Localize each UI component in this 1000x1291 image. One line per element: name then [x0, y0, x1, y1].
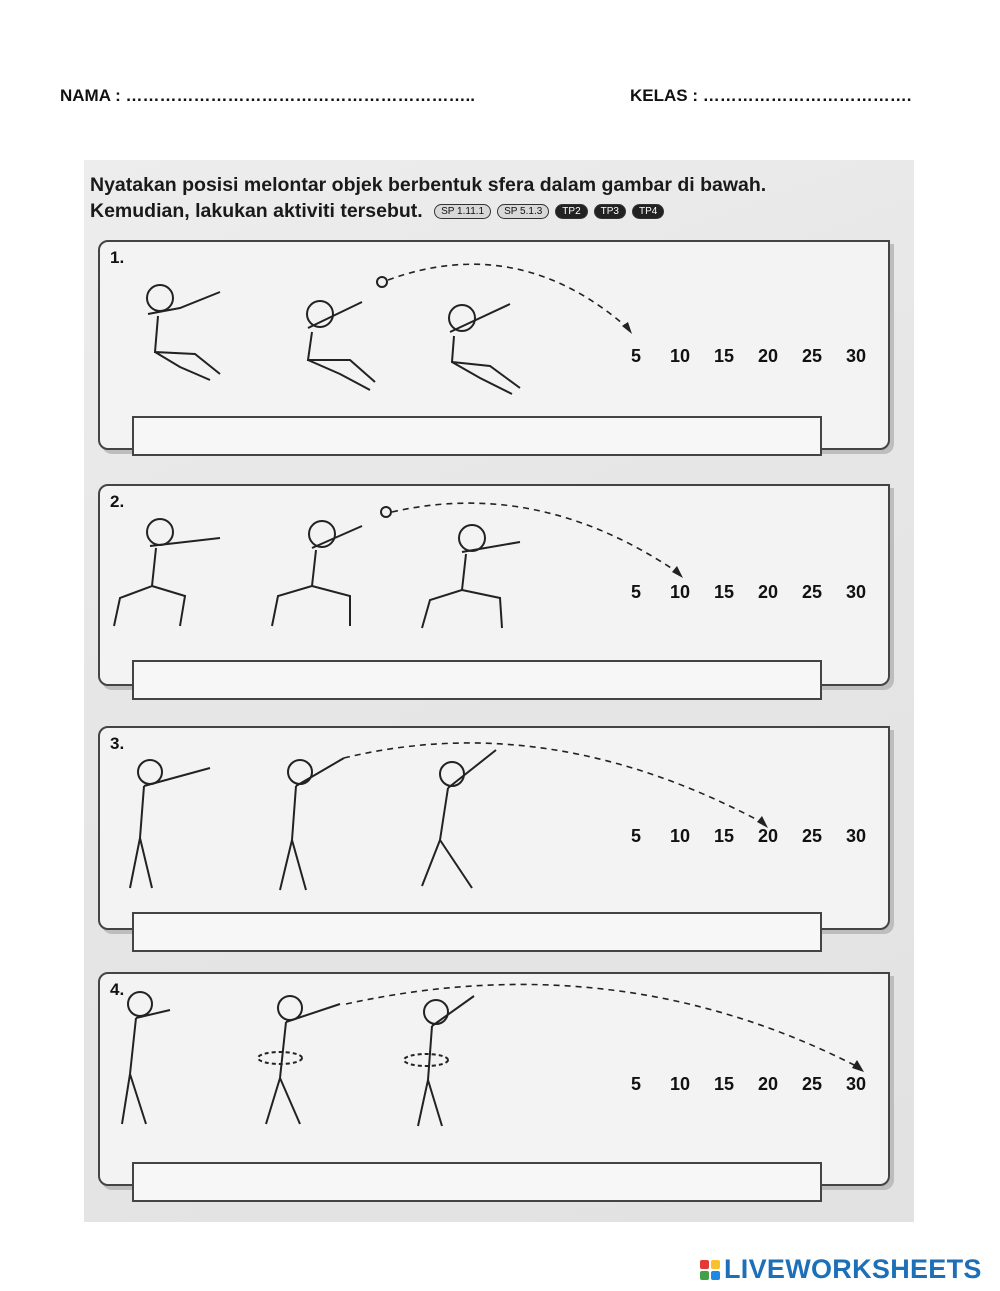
scale-label: 25 — [801, 826, 823, 846]
tag-tp4: TP4 — [632, 204, 664, 219]
trajectory-arc — [344, 743, 765, 824]
logo-square-icon — [711, 1271, 720, 1280]
instruction-line-1: Nyatakan posisi melontar objek berbentuk sfera dalam gambar di bawah. — [90, 174, 767, 196]
logo-square-icon — [711, 1260, 720, 1269]
logo-text: LIVEWORKSHEETS — [724, 1254, 982, 1284]
panel-number: 3. — [110, 734, 125, 753]
panel-number: 4. — [110, 980, 125, 999]
logo-square-icon — [700, 1271, 709, 1280]
trajectory-arc — [388, 264, 630, 330]
scale-label: 30 — [845, 346, 867, 366]
answer-input-1[interactable] — [132, 416, 822, 456]
scale-label: 15 — [713, 1074, 735, 1094]
scale-label: 5 — [630, 346, 641, 366]
instruction-line-2 — [90, 200, 664, 223]
nama-field: NAMA : …………………………………………………….. — [60, 86, 475, 105]
scale-label: 10 — [669, 346, 691, 366]
answer-input-2[interactable] — [132, 660, 822, 700]
scale-label: 15 — [713, 346, 735, 366]
panel-4 — [98, 972, 890, 1186]
panel-2 — [98, 484, 890, 686]
tag-sp-1: SP 1.11.1 — [434, 204, 491, 219]
scale-label: 10 — [669, 1074, 691, 1094]
scale-label: 20 — [757, 826, 779, 846]
worksheet-photo — [84, 160, 914, 1222]
liveworksheets-logo[interactable] — [700, 1254, 982, 1285]
logo-icon — [700, 1260, 720, 1280]
scale-label: 15 — [713, 826, 735, 846]
panel-number: 2. — [110, 492, 125, 511]
scale-label: 5 — [630, 826, 641, 846]
scale-label: 5 — [630, 582, 641, 602]
scale-label: 30 — [845, 582, 867, 602]
instruction-text: Kemudian, lakukan aktiviti tersebut. — [90, 200, 423, 222]
panel-number: 1. — [110, 248, 125, 267]
distance-scale — [614, 346, 878, 367]
kelas-field: KELAS : ………………………………. — [630, 86, 912, 105]
answer-input-3[interactable] — [132, 912, 822, 952]
trajectory-arc — [346, 984, 860, 1068]
scale-label: 25 — [801, 1074, 823, 1094]
scale-label: 25 — [801, 346, 823, 366]
answer-input-4[interactable] — [132, 1162, 822, 1202]
distance-scale — [614, 1074, 878, 1095]
tag-tp3: TP3 — [594, 204, 626, 219]
scale-label: 20 — [757, 1074, 779, 1094]
panel-3 — [98, 726, 890, 930]
logo-square-icon — [700, 1260, 709, 1269]
distance-scale — [614, 582, 878, 603]
scale-label: 5 — [630, 1074, 641, 1094]
scale-label: 20 — [757, 346, 779, 366]
scale-label: 15 — [713, 582, 735, 602]
scale-label: 30 — [845, 826, 867, 846]
scale-label: 10 — [669, 826, 691, 846]
trajectory-arc — [392, 503, 680, 574]
scale-label: 30 — [845, 1074, 867, 1094]
distance-scale — [614, 826, 878, 847]
tag-list — [434, 204, 664, 219]
scale-label: 25 — [801, 582, 823, 602]
tag-tp2: TP2 — [555, 204, 587, 219]
scale-label: 20 — [757, 582, 779, 602]
scale-label: 10 — [669, 582, 691, 602]
tag-sp-2: SP 5.1.3 — [497, 204, 549, 219]
